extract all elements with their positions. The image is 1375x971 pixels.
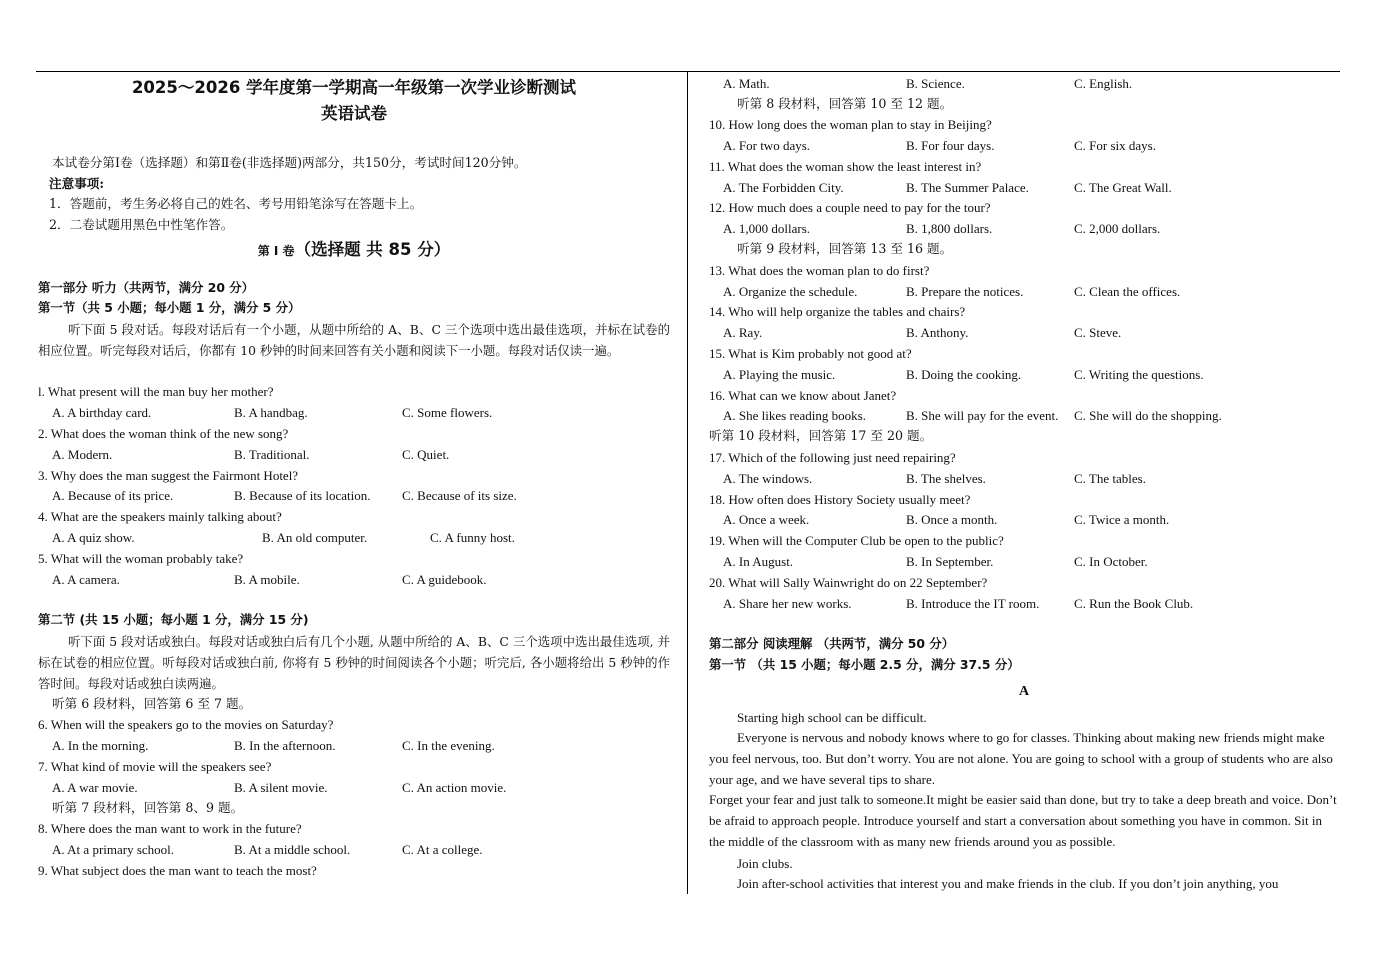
q3-stem: 3. Why does the man suggest the Fairmont Hotel?	[38, 468, 299, 483]
q12-option-b: B. 1,800 dollars.	[906, 221, 993, 236]
q13-option-b: B. Prepare the notices.	[906, 284, 1024, 299]
part1-sec1-instructions: 听下面 5 段对话。每段对话后有一个小题，从题中所给的 A、B、C 三个选项中选出最佳选项，并标在试卷的相应位置。听完每段对话后，你都有 10 秒钟的时间来回答有关小题和阅读下一小题。每段对话仅读一遍。	[38, 322, 670, 358]
q1-option-c: C. Some flowers.	[402, 405, 493, 420]
q4-option-c: C. A funny host.	[430, 530, 515, 545]
q18-option-a: A. Once a week.	[723, 512, 810, 527]
q6-stem: 6. When will the speakers go to the movies on Saturday?	[38, 717, 334, 732]
header-rule	[36, 71, 1340, 72]
q16-option-c: C. She will do the shopping.	[1074, 408, 1222, 423]
q11-option-b: B. The Summer Palace.	[906, 180, 1029, 195]
q6-option-b: B. In the afternoon.	[234, 738, 336, 753]
part1-sec2-title: 第二节 (共 15 小题；每小题 1 分，满分 15 分)	[38, 612, 309, 627]
q11-option-a: A. The Forbidden City.	[723, 180, 844, 195]
q16-options	[709, 408, 1339, 424]
q5-options	[38, 572, 668, 588]
q16-option-a: A. She likes reading books.	[723, 408, 866, 423]
q15-option-b: B. Doing the cooking.	[906, 367, 1022, 382]
q19-options	[709, 554, 1339, 570]
q12-option-a: A. 1,000 dollars.	[723, 221, 811, 236]
q18-options	[709, 512, 1339, 528]
q8-option-a: A. At a primary school.	[52, 842, 175, 857]
part2-sec1-title: 第一节 （共 15 小题；每小题 2.5 分，满分 37.5 分）	[709, 657, 1020, 672]
q18-option-c: C. Twice a month.	[1074, 512, 1170, 527]
q6-option-c: C. In the evening.	[402, 738, 495, 753]
q8-option-b: B. At a middle school.	[234, 842, 351, 857]
q17-option-c: C. The tables.	[1074, 471, 1146, 486]
q13-option-c: C. Clean the offices.	[1074, 284, 1181, 299]
q11-options	[709, 180, 1339, 196]
q10-options	[709, 138, 1339, 154]
q10-option-c: C. For six days.	[1074, 138, 1156, 153]
q18-option-b: B. Once a month.	[906, 512, 998, 527]
q4-options	[38, 530, 668, 546]
passage-p3: Forget your fear and just talk to someone.It might be easier said than done, but try to take a deep breath and voice. Don’t be afraid to approach people. Introduce yourself and start a conversation about something you have in common. Sit in the middle of the classroom with as many new friends around you as possible.	[709, 792, 1337, 849]
exam-title: 2025～2026 学年度第一学期高一年级第一次学业诊断测试	[131, 78, 577, 97]
q7-option-c: C. An action movie.	[402, 780, 507, 795]
passage-p1: Starting high school can be difficult.	[737, 710, 927, 725]
q14-option-c: C. Steve.	[1074, 325, 1122, 340]
q4-option-b: B. An old computer.	[262, 530, 368, 545]
volume1-heading	[38, 240, 670, 261]
q20-option-b: B. Introduce the IT room.	[906, 596, 1040, 611]
q12-option-c: C. 2,000 dollars.	[1074, 221, 1161, 236]
q15-options	[709, 367, 1339, 383]
q3-options	[38, 488, 668, 504]
q5-option-b: B. A mobile.	[234, 572, 300, 587]
part2-title: 第二部分 阅读理解 （共两节，满分 50 分）	[709, 636, 955, 651]
q10-option-b: B. For four days.	[906, 138, 995, 153]
passage-p5: Join after-school activities that interest you and make friends in the club. If you don’t join anything, you	[737, 876, 1279, 891]
q8-stem: 8. Where does the man want to work in the future?	[38, 821, 302, 836]
q7-stem: 7. What kind of movie will the speakers see?	[38, 759, 272, 774]
q1-option-a: A. A birthday card.	[52, 405, 152, 420]
q14-option-b: B. Anthony.	[906, 325, 969, 340]
q8-option-c: C. At a college.	[402, 842, 483, 857]
q6-options	[38, 738, 668, 754]
notice-2: 2．二卷试题用黑色中性笔作答。	[49, 217, 234, 232]
q2-stem: 2. What does the woman think of the new song?	[38, 426, 289, 441]
q13-option-a: A. Organize the schedule.	[723, 284, 858, 299]
q14-option-a: A. Ray.	[723, 325, 763, 340]
q19-option-b: B. In September.	[906, 554, 994, 569]
passage-p4: Join clubs.	[737, 856, 793, 871]
q20-stem: 20. What will Sally Wainwright do on 22 September?	[709, 575, 988, 590]
q15-stem: 15. What is Kim probably not good at?	[709, 346, 912, 361]
q5-option-c: C. A guidebook.	[402, 572, 487, 587]
q12-stem: 12. How much does a couple need to pay for the tour?	[709, 200, 991, 215]
q10-option-a: A. For two days.	[723, 138, 811, 153]
q17-option-a: A. The windows.	[723, 471, 813, 486]
q13-stem: 13. What does the woman plan to do first?	[709, 263, 930, 278]
q19-option-c: C. In October.	[1074, 554, 1148, 569]
q14-stem: 14. Who will help organize the tables and chairs?	[709, 304, 966, 319]
q20-options	[709, 596, 1339, 612]
q15-option-c: C. Writing the questions.	[1074, 367, 1204, 382]
q11-option-c: C. The Great Wall.	[1074, 180, 1172, 195]
material-6: 听第 6 段材料，回答第 6 至 7 题。	[52, 696, 252, 711]
q20-option-a: A. Share her new works.	[723, 596, 852, 611]
q17-option-b: B. The shelves.	[906, 471, 986, 486]
q2-option-c: C. Quiet.	[402, 447, 450, 462]
material-10: 听第 10 段材料，回答第 17 至 20 题。	[709, 428, 933, 443]
q11-stem: 11. What does the woman show the least interest in?	[709, 159, 982, 174]
q4-option-a: A. A quiz show.	[52, 530, 135, 545]
q2-options	[38, 447, 668, 463]
column-divider	[687, 72, 688, 894]
q7-option-b: B. A silent movie.	[234, 780, 328, 795]
q9-option-a: A. Math.	[723, 76, 770, 91]
material-8: 听第 8 段材料，回答第 10 至 12 题。	[737, 96, 953, 111]
q16-stem: 16. What can we know about Janet?	[709, 388, 897, 403]
q6-option-a: A. In the morning.	[52, 738, 149, 753]
q10-stem: 10. How long does the woman plan to stay in Beijing?	[709, 117, 992, 132]
q2-option-a: A. Modern.	[52, 447, 113, 462]
q9-option-c: C. English.	[1074, 76, 1133, 91]
volume1-main: （选择题 共 85 分）	[294, 240, 451, 259]
intro-line: 本试卷分第Ⅰ卷（选择题）和第Ⅱ卷(非选择题)两部分，共150分，考试时间120分钟。	[52, 155, 527, 170]
q7-options	[38, 780, 668, 796]
notice-1: 1．答题前，考生务必将自己的姓名、考号用铅笔涂写在答题卡上。	[49, 196, 423, 211]
q12-options	[709, 221, 1339, 237]
q3-option-a: A. Because of its price.	[52, 488, 174, 503]
q17-options	[709, 471, 1339, 487]
material-9: 听第 9 段材料，回答第 13 至 16 题。	[737, 241, 953, 256]
volume1-prefix: 第 I 卷	[257, 244, 295, 258]
passage-label: A	[1018, 684, 1030, 699]
part1-sec2-instructions: 听下面 5 段对话或独白。每段对话或独白后有几个小题, 从题中所给的 A、B、C 三个选项中选出最佳选项, 并标在试卷的相应位置。听每段对话或独白前, 你将有 5 秒钟的时间阅读各个小题；听完后, 各小题将给出 5 秒钟的作答时间。每段对话或独白读两遍。	[38, 634, 670, 691]
q14-options	[709, 325, 1339, 341]
q16-option-b: B. She will pay for the event.	[906, 408, 1059, 423]
q8-options	[38, 842, 668, 858]
q1-options	[38, 405, 668, 421]
q1-stem: l. What present will the man buy her mother?	[38, 384, 274, 399]
q15-option-a: A. Playing the music.	[723, 367, 836, 382]
q9-options	[709, 76, 1339, 92]
q4-stem: 4. What are the speakers mainly talking about?	[38, 509, 282, 524]
q20-option-c: C. Run the Book Club.	[1074, 596, 1194, 611]
part1-sec1-title: 第一节（共 5 小题；每小题 1 分，满分 5 分）	[38, 300, 301, 315]
material-7: 听第 7 段材料，回答第 8、9 题。	[52, 800, 244, 815]
notice-label: 注意事项:	[49, 176, 105, 191]
exam-subject: 英语试卷	[321, 104, 387, 123]
q3-option-b: B. Because of its location.	[234, 488, 371, 503]
q19-stem: 19. When will the Computer Club be open to the public?	[709, 533, 1004, 548]
q19-option-a: A. In August.	[723, 554, 794, 569]
q17-stem: 17. Which of the following just need repairing?	[709, 450, 956, 465]
q1-option-b: B. A handbag.	[234, 405, 308, 420]
q3-option-c: C. Because of its size.	[402, 488, 517, 503]
passage-p2: Everyone is nervous and nobody knows where to go for classes. Thinking about making new friends might make you feel nervous, too. But don’t worry. You are not alone. You are going to school with a group of students who are also your age, and we have several tips to share.	[709, 730, 1333, 787]
q9-stem: 9. What subject does the man want to teach the most?	[38, 863, 317, 878]
q18-stem: 18. How often does History Society usually meet?	[709, 492, 971, 507]
q7-option-a: A. A war movie.	[52, 780, 138, 795]
q5-stem: 5. What will the woman probably take?	[38, 551, 244, 566]
q13-options	[709, 284, 1339, 300]
part1-title: 第一部分 听力（共两节，满分 20 分）	[38, 280, 255, 295]
q5-option-a: A. A camera.	[52, 572, 120, 587]
q2-option-b: B. Traditional.	[234, 447, 310, 462]
q9-option-b: B. Science.	[906, 76, 965, 91]
